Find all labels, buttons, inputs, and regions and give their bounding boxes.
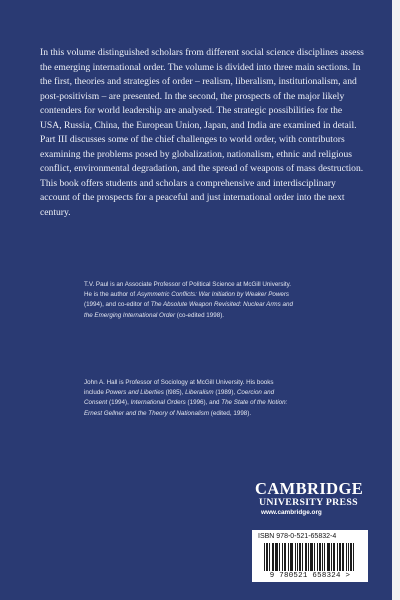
- barcode-bar: [284, 543, 285, 571]
- barcode-bar: [319, 543, 320, 571]
- page-edge: [392, 0, 400, 600]
- barcode-bar: [351, 543, 352, 571]
- author-bio-hall: [84, 378, 294, 419]
- book-title: Coercion and Consent: [84, 389, 275, 407]
- bio-text: (1994),: [107, 399, 131, 407]
- book-title: Asymmetric Conflicts: War Initiation by Weaker Powers: [136, 291, 290, 299]
- bio-text: (edited, 1998).: [209, 409, 252, 417]
- barcode-bar: [310, 543, 311, 571]
- author-bio-paul: [84, 280, 294, 321]
- barcode-bar: [292, 543, 293, 571]
- barcode-bar: [266, 543, 267, 571]
- barcode-bar: [308, 543, 309, 571]
- barcode-bar: [342, 543, 343, 571]
- bio-text: (co-edited 1998).: [175, 311, 225, 319]
- publisher-subtitle: UNIVERSITY PRESS: [259, 497, 358, 508]
- book-title: The Absolute Weapon Revisited: Nuclear Arms and the Emerging International Order: [84, 301, 293, 319]
- barcode-bar: [340, 543, 341, 571]
- barcode-bar: [288, 543, 289, 571]
- barcode-bar: [311, 543, 312, 571]
- book-title: Powers and Liberties: [105, 389, 164, 397]
- bio-text: T.V. Paul is an Associate Professor of Political Science at McGill University. He is the author of: [84, 281, 292, 299]
- barcode-bar: [299, 543, 300, 571]
- barcode-bar: [353, 543, 354, 571]
- barcode-bar: [267, 543, 268, 571]
- barcode-bar: [277, 543, 278, 571]
- barcode-bar: [350, 543, 351, 571]
- bio-text: (l985),: [163, 389, 186, 397]
- barcode-bar: [305, 543, 306, 571]
- barcode-bar: [339, 543, 340, 571]
- barcode-bar: [275, 543, 276, 571]
- barcode-bar: [279, 543, 280, 571]
- barcode-bar: [295, 543, 296, 571]
- barcode-bar: [348, 543, 349, 571]
- barcode-bar: [320, 543, 321, 571]
- bio-text: John A. Hall is Professor of Sociology at McGill University. His books include: [84, 379, 274, 397]
- barcode-bar: [346, 543, 347, 571]
- barcode-bar: [334, 543, 335, 571]
- barcode-bar: [276, 543, 277, 571]
- barcode-bar: [337, 543, 338, 571]
- book-title: Liberalism: [185, 389, 214, 397]
- barcode-bar: [302, 543, 303, 571]
- barcode-bar: [333, 543, 334, 571]
- barcode-bar: [317, 543, 318, 571]
- barcode-bar: [264, 543, 265, 571]
- barcode-bar: [314, 543, 315, 571]
- barcode-bar: [327, 543, 328, 571]
- barcode-bar: [269, 543, 270, 571]
- book-title: International Orders: [130, 399, 186, 407]
- publisher-url: www.cambridge.org: [261, 509, 322, 516]
- barcode-bar: [322, 543, 323, 571]
- bio-text: (1989),: [213, 389, 237, 397]
- book-description: In this volume distinguished scholars from different social science disciplines assess the emerging international order. The volume is divided into three main sections. In the first, theories and strategies of order – realism, liberalism, institutionalism, and post-positivism – are presented. In the second, the prospects of the major likely contenders for world leadership are analysed. The strategic possibilities for the USA, Russia, China, the European Union, Japan, and India are examined in detail. Part III discusses some of the chief challenges to world order, with contributors examining the problems posed by globalization, nationalism, ethnic and religious conflict, environmental degradation, and the spread of weapons of mass destruction. This book offers students and scholars a comprehensive and interdisciplinary account of the prospects for a peaceful and just international order into the next century.: [40, 47, 364, 219]
- bio-text: (1996), and: [185, 399, 222, 407]
- barcode-bar: [297, 543, 298, 571]
- isbn-label: ISBN 978-0-521-65832-4: [258, 533, 337, 540]
- barcode-bar: [290, 543, 291, 571]
- barcode-panel: [252, 530, 368, 582]
- barcode-bar: [329, 543, 330, 571]
- publisher-logo: [255, 480, 370, 517]
- barcode-bar: [291, 543, 292, 571]
- barcode-bar: [331, 543, 332, 571]
- publisher-name: CAMBRIDGE: [255, 479, 364, 498]
- barcode-bar: [306, 543, 307, 571]
- barcode-bar: [312, 543, 313, 571]
- barcode-bar: [328, 543, 329, 571]
- barcode-bar: [282, 543, 283, 571]
- barcode-digits: 9 780521 658324 >: [269, 572, 351, 580]
- barcode-bar: [324, 543, 325, 571]
- barcode-bar: [300, 543, 301, 571]
- bio-text: (1994), and co-editor of: [84, 301, 151, 309]
- book-title: The State of the Notion: Ernest Gellner and the Theory of Nationalism: [84, 399, 288, 417]
- barcode-bar: [343, 543, 344, 571]
- barcode-bar: [285, 543, 286, 571]
- barcode-bar: [273, 543, 274, 571]
- barcode-bar: [272, 543, 273, 571]
